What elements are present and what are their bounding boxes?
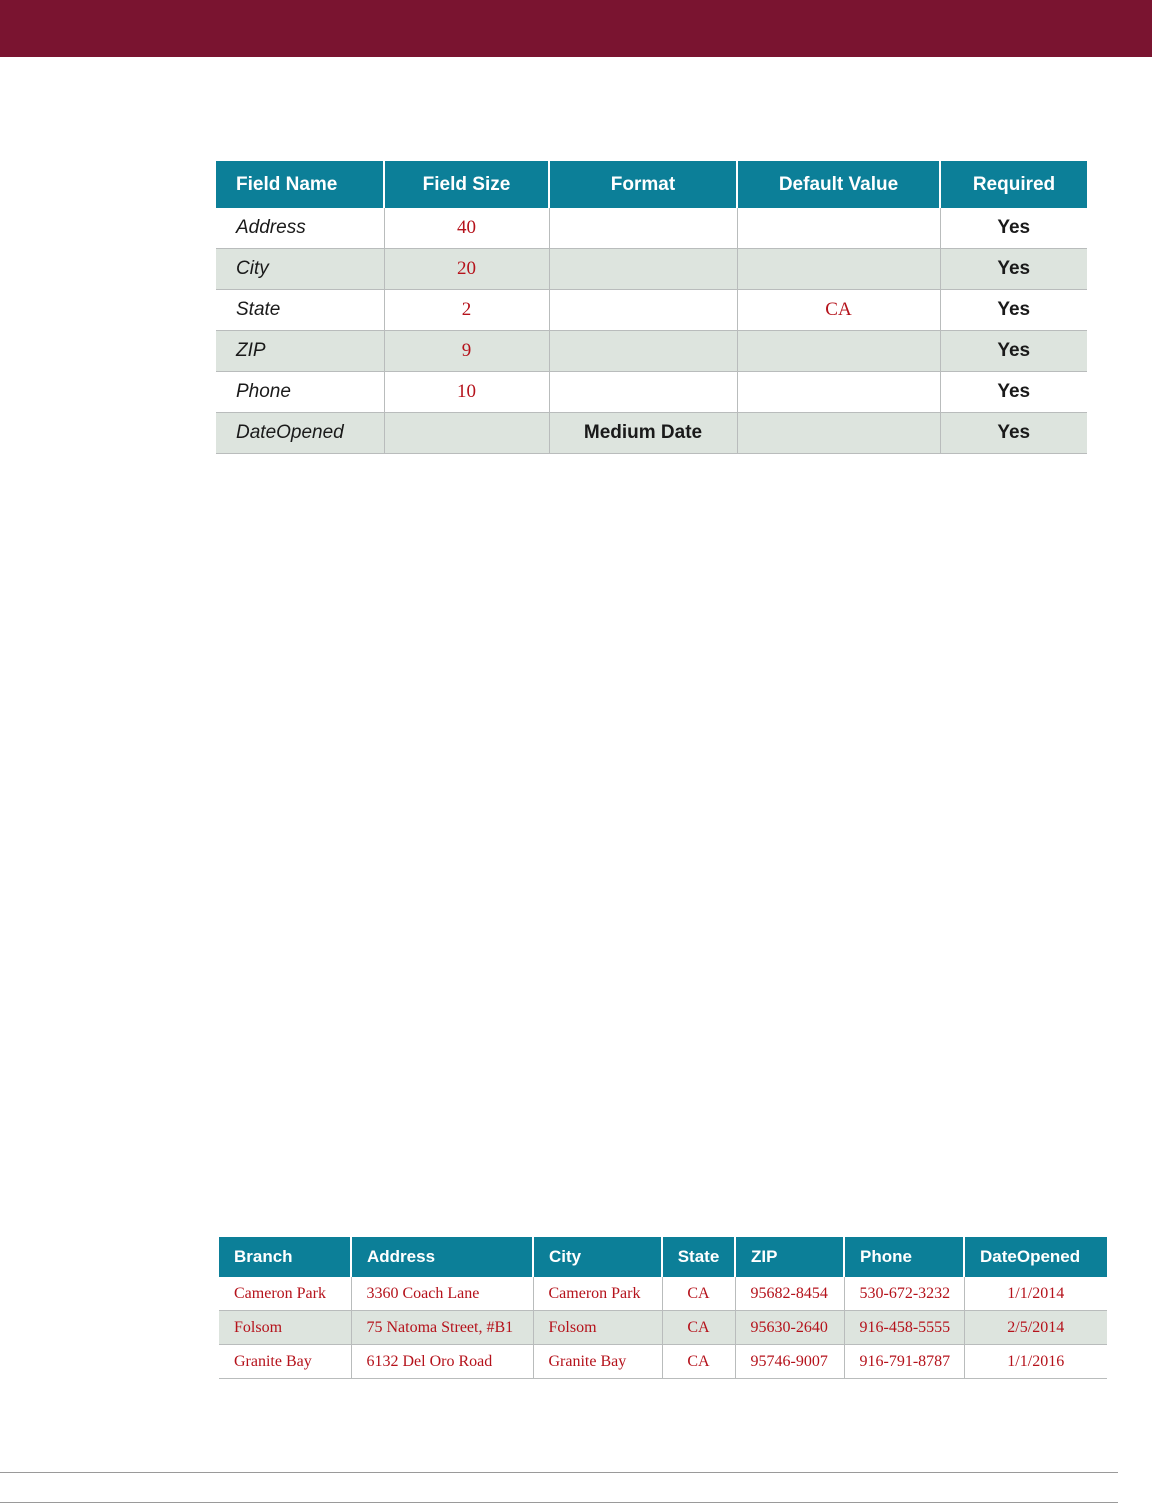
field-name-cell: City [216, 249, 384, 290]
field-name-cell: DateOpened [216, 413, 384, 454]
footer-divider-top [0, 1472, 1118, 1473]
phone-cell: 530-672-3232 [844, 1277, 964, 1311]
field-name-cell: Phone [216, 372, 384, 413]
default-value-cell [737, 208, 940, 249]
address-cell: 3360 Coach Lane [351, 1277, 533, 1311]
default-value-cell [737, 249, 940, 290]
table-row [216, 331, 1087, 372]
table-row [219, 1277, 1107, 1311]
field-name-cell: Address [216, 208, 384, 249]
table-row [219, 1345, 1107, 1379]
phone-cell: 916-458-5555 [844, 1311, 964, 1345]
field-size-cell: 9 [384, 331, 549, 372]
default-value-cell: CA [737, 290, 940, 331]
header-phone: Phone [844, 1237, 964, 1277]
required-cell: Yes [940, 290, 1087, 331]
header-date-opened: DateOpened [964, 1237, 1107, 1277]
header-default-value: Default Value [737, 161, 940, 208]
table-header-row [219, 1237, 1107, 1277]
field-size-cell [384, 413, 549, 454]
header-zip: ZIP [735, 1237, 844, 1277]
date-opened-cell: 1/1/2016 [964, 1345, 1107, 1379]
required-cell: Yes [940, 413, 1087, 454]
table-row [216, 208, 1087, 249]
footer-divider-bottom [0, 1502, 1118, 1503]
city-cell: Folsom [533, 1311, 662, 1345]
header-branch: Branch [219, 1237, 351, 1277]
city-cell: Granite Bay [533, 1345, 662, 1379]
zip-cell: 95746-9007 [735, 1345, 844, 1379]
required-cell: Yes [940, 372, 1087, 413]
address-cell: 75 Natoma Street, #B1 [351, 1311, 533, 1345]
state-cell: CA [662, 1311, 735, 1345]
field-size-cell: 2 [384, 290, 549, 331]
required-cell: Yes [940, 331, 1087, 372]
default-value-cell [737, 372, 940, 413]
header-format: Format [549, 161, 737, 208]
header-state: State [662, 1237, 735, 1277]
phone-cell: 916-791-8787 [844, 1345, 964, 1379]
table-row [216, 372, 1087, 413]
field-size-cell: 10 [384, 372, 549, 413]
header-field-size: Field Size [384, 161, 549, 208]
field-properties-table [216, 161, 1087, 454]
header-address: Address [351, 1237, 533, 1277]
table-row [216, 413, 1087, 454]
branch-table [219, 1237, 1107, 1379]
branch-cell: Folsom [219, 1311, 351, 1345]
state-cell: CA [662, 1277, 735, 1311]
top-banner [0, 0, 1152, 57]
format-cell [549, 249, 737, 290]
format-cell: Medium Date [549, 413, 737, 454]
city-cell: Cameron Park [533, 1277, 662, 1311]
field-size-cell: 40 [384, 208, 549, 249]
format-cell [549, 331, 737, 372]
format-cell [549, 208, 737, 249]
header-field-name: Field Name [216, 161, 384, 208]
branch-cell: Granite Bay [219, 1345, 351, 1379]
field-size-cell: 20 [384, 249, 549, 290]
format-cell [549, 290, 737, 331]
zip-cell: 95630-2640 [735, 1311, 844, 1345]
field-name-cell: State [216, 290, 384, 331]
date-opened-cell: 2/5/2014 [964, 1311, 1107, 1345]
required-cell: Yes [940, 249, 1087, 290]
table-row [216, 249, 1087, 290]
format-cell [549, 372, 737, 413]
default-value-cell [737, 331, 940, 372]
field-name-cell: ZIP [216, 331, 384, 372]
header-city: City [533, 1237, 662, 1277]
state-cell: CA [662, 1345, 735, 1379]
header-required: Required [940, 161, 1087, 208]
branch-cell: Cameron Park [219, 1277, 351, 1311]
address-cell: 6132 Del Oro Road [351, 1345, 533, 1379]
table-header-row [216, 161, 1087, 208]
zip-cell: 95682-8454 [735, 1277, 844, 1311]
required-cell: Yes [940, 208, 1087, 249]
default-value-cell [737, 413, 940, 454]
table-row [219, 1311, 1107, 1345]
date-opened-cell: 1/1/2014 [964, 1277, 1107, 1311]
table-row [216, 290, 1087, 331]
